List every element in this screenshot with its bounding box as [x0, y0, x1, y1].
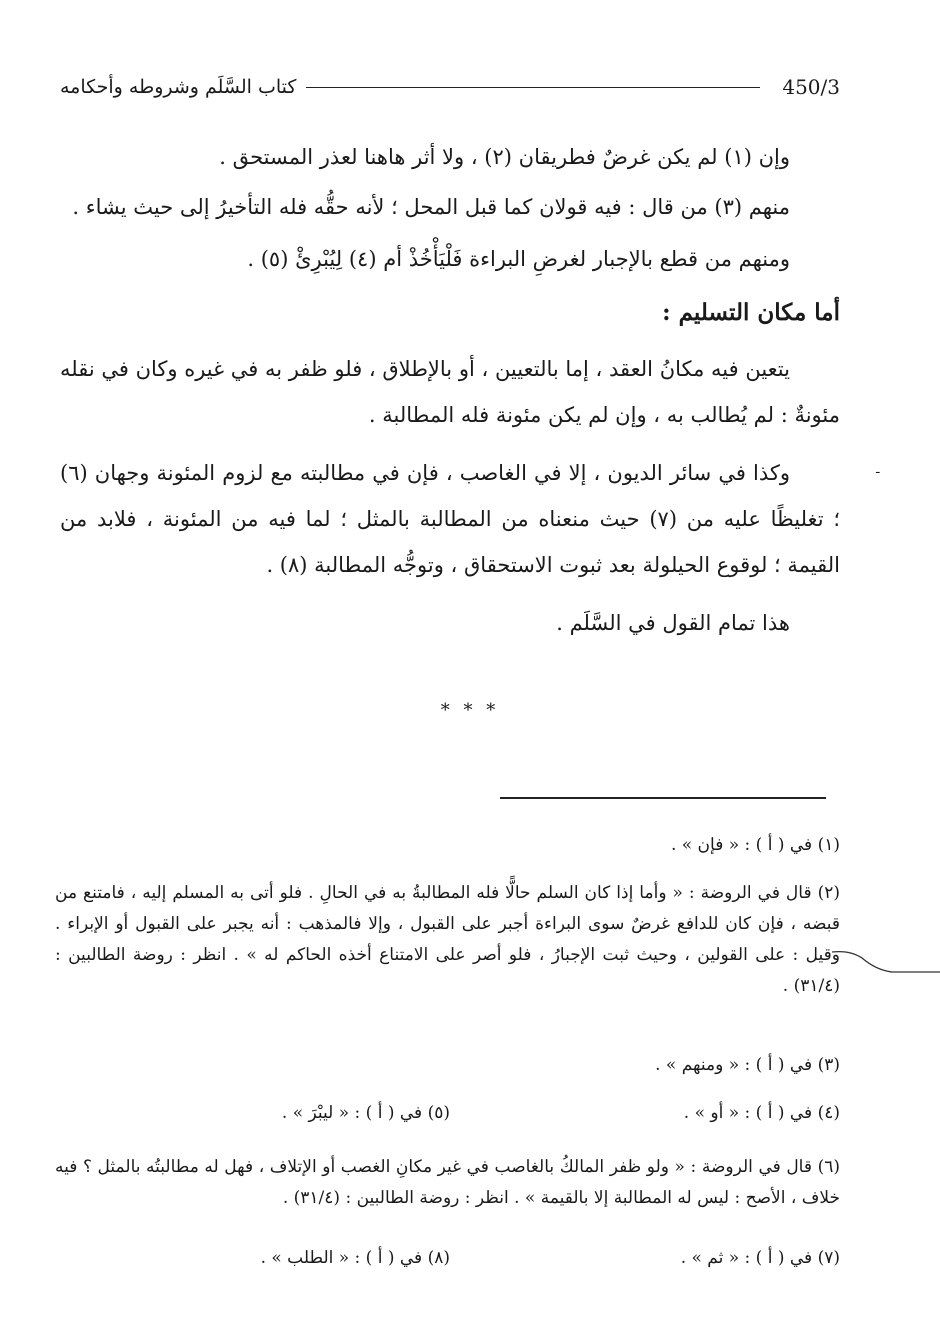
footnote: (٥) في ( أ ) : « ليبْرَ » . — [281, 1103, 450, 1123]
paragraph: وكذا في سائر الديون ، إلا في الغاصب ، فإن في مطالبته مع لزوم المئونة وجهان (٦) ؛ تغليظًا عليه من (٧) حيث منعناه من المطالبة بالمثل ؛ لما فيه من المئونة ، فلابد من القيمة ؛ لوقوع الحيلولة بعد ثبوت الاستحقاق ، وتوجُّه المطالبة (٨) . — [60, 461, 840, 577]
footnote: (٢) قال في الروضة : « وأما إذا كان السلم حالًّا فله المطالبةُ به في الحالِ . فلو أتى به المسلم إليه ، فامتنع من قبضه ، فإن كان للدافع غرضٌ سوى البراءة أجبر على القبول ، وإلا فالمذهب : أنه يجبر على القبول أو الإبراء . وقيل : على القولين ، وحيث ثبت الإجبارُ ، فلو أصر على الامتناع أخذه الحاكم له » . انظر : روضة الطالبين : (٣١/٤) . — [55, 883, 840, 996]
footnote-rule — [500, 797, 826, 799]
footnote-row — [55, 1243, 840, 1274]
page-number: 450/3 — [782, 75, 840, 99]
footnote: (٦) قال في الروضة : « ولو ظفر المالكُ بالغاصب في غير مكانِ الغصب أو الإتلاف ، فهل له مطالبتُه بالمثل ؟ فيه خلاف ، الأصح : ليس له المطالبة إلا بالقيمة » . انظر : روضة الطالبين : (٣١/٤) . — [55, 1157, 840, 1208]
margin-pen-mark — [832, 948, 940, 978]
book-title: كتاب السَّلَم وشروطه وأحكامه — [60, 76, 297, 98]
header-rule — [306, 87, 760, 88]
footnote: (١) في ( أ ) : « فإن » . — [670, 835, 840, 855]
section-separator: * * * — [440, 700, 500, 721]
running-header — [60, 72, 840, 102]
footnote: (٧) في ( أ ) : « ثم » . — [680, 1248, 840, 1268]
margin-tick-mark: ـ — [876, 462, 880, 476]
paragraph: وإن (١) لم يكن غرضٌ فطريقان (٢) ، ولا أثر هاهنا لعذر المستحق . — [219, 145, 790, 169]
paragraph: يتعين فيه مكانُ العقد ، إما بالتعيين ، أو بالإطلاق ، فلو ظفر به في غيره وكان في نقله مئونةٌ : لم يُطالب به ، وإن لم يكن مئونة فله المطالبة . — [60, 357, 840, 427]
footnote: (٤) في ( أ ) : « أو » . — [683, 1103, 840, 1123]
paragraph: ومنهم من قطع بالإجبار لغرضِ البراءة فَلْيَأْخُذْ أم (٤) لِيُبْرِئْ (٥) . — [247, 247, 790, 271]
footnote-row — [55, 1098, 840, 1129]
section-heading: أما مكان التسليم : — [662, 299, 840, 326]
main-text — [60, 134, 840, 646]
footnote: (٨) في ( أ ) : « الطلب » . — [260, 1248, 450, 1268]
paragraph: هذا تمام القول في السَّلَم . — [556, 611, 790, 635]
footnote: (٣) في ( أ ) : « ومنهم » . — [655, 1055, 840, 1075]
paragraph: منهم (٣) من قال : فيه قولان كما قبل المحل ؛ لأنه حقُّه فله التأخيرُ إلى حيث يشاء . — [72, 195, 790, 219]
